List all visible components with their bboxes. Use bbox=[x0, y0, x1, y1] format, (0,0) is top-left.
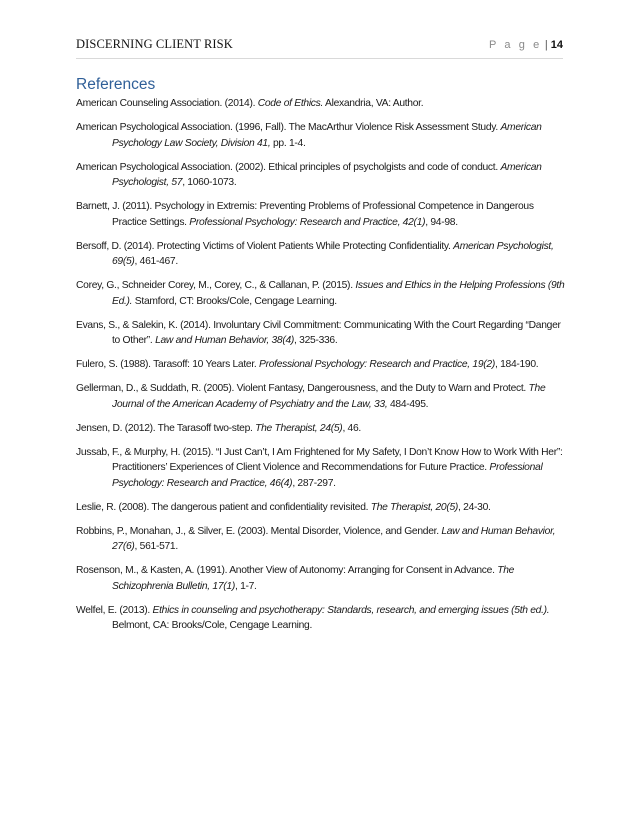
reference-entry bbox=[76, 421, 566, 437]
reference-source-italic: The Schizophrenia Bulletin, 17(1) bbox=[112, 565, 515, 592]
reference-text: , 287-297. bbox=[292, 477, 336, 489]
reference-text: , 461-467. bbox=[134, 256, 178, 267]
running-head-title: DISCERNING CLIENT RISK bbox=[76, 37, 233, 51]
reference-entry bbox=[76, 96, 566, 112]
reference-entry bbox=[76, 278, 566, 309]
reference-text: Stamford, CT: Brooks/Cole, Cengage Learning. bbox=[132, 295, 337, 307]
reference-text: Jensen, D. (2012). The Tarasoff two-step. bbox=[76, 422, 256, 434]
page-header bbox=[76, 37, 563, 59]
page-word: P a g e bbox=[489, 39, 542, 51]
reference-source-italic: Professional Psychology: Research and Practice, 46(4) bbox=[112, 462, 543, 489]
reference-text: , 325-336. bbox=[294, 335, 338, 346]
reference-text: 484-495. bbox=[387, 398, 429, 410]
reference-entry bbox=[76, 318, 566, 349]
reference-text: , 1060-1073. bbox=[182, 177, 237, 188]
reference-text: , 561-571. bbox=[134, 541, 178, 552]
reference-source-italic: Law and Human Behavior, 38(4) bbox=[155, 335, 295, 346]
reference-text: Corey, G., Schneider Corey, M., Corey, C., & Callanan, P. (2015). bbox=[76, 280, 356, 291]
reference-text: , 46. bbox=[342, 422, 361, 434]
reference-text: Fulero, S. (1988). Tarasoff: 10 Years Later. bbox=[76, 359, 260, 370]
reference-source-italic: Code of Ethics. bbox=[257, 98, 324, 109]
reference-source-italic: American Psychologist, 57 bbox=[112, 161, 542, 188]
reference-text: Evans, S., & Salekin, K. (2014). Involuntary Civil Commitment: Communicating With the Court Regarding “Danger to Other”. bbox=[76, 319, 561, 346]
reference-source-italic: American Psychologist, 69(5) bbox=[112, 240, 554, 267]
reference-text: Leslie, R. (2008). The dangerous patient and confidentiality revisited. bbox=[76, 501, 371, 513]
page-separator: | bbox=[544, 39, 548, 51]
reference-source-italic: American Psychology Law Society, Division 41, bbox=[112, 122, 542, 149]
reference-list bbox=[76, 96, 566, 642]
reference-entry bbox=[76, 445, 566, 492]
reference-source-italic: Issues and Ethics in the Helping Professions (9th Ed.). bbox=[112, 280, 565, 307]
reference-text: pp. 1-4. bbox=[270, 137, 306, 149]
reference-entry bbox=[76, 524, 566, 555]
reference-text: , 24-30. bbox=[458, 501, 491, 513]
reference-source-italic: Professional Psychology: Research and Practice, 42(1) bbox=[189, 216, 426, 228]
reference-entry bbox=[76, 239, 566, 270]
reference-entry bbox=[76, 603, 566, 634]
reference-text: Alexandria, VA: Author. bbox=[323, 98, 424, 109]
reference-text: Bersoff, D. (2014). Protecting Victims of Violent Patients While Protecting Confidentiality. bbox=[76, 240, 454, 252]
reference-source-italic: The Therapist, 20(5) bbox=[370, 501, 459, 513]
reference-entry bbox=[76, 500, 566, 516]
reference-entry bbox=[76, 160, 566, 191]
reference-text: Gellerman, D., & Suddath, R. (2005). Violent Fantasy, Dangerousness, and the Duty to Warn and Protect. bbox=[76, 383, 529, 394]
reference-entry bbox=[76, 120, 566, 151]
reference-entry bbox=[76, 199, 566, 230]
reference-entry bbox=[76, 563, 566, 594]
page-number: 14 bbox=[550, 39, 563, 51]
reference-text: , 1-7. bbox=[234, 580, 257, 592]
reference-text: , 184-190. bbox=[494, 359, 539, 370]
reference-text: American Counseling Association. (2014). bbox=[76, 98, 258, 109]
reference-source-italic: The Therapist, 24(5) bbox=[255, 422, 343, 434]
reference-text: American Psychological Association. (2002). Ethical principles of psycholgists and code of conduct. bbox=[76, 161, 501, 173]
reference-source-italic: Ethics in counseling and psychotherapy: Standards, research, and emerging issues (5th ed.). bbox=[152, 604, 550, 616]
reference-text: Belmont, CA: Brooks/Cole, Cengage Learning. bbox=[112, 620, 313, 631]
reference-source-italic: Law and Human Behavior, 27(6) bbox=[112, 525, 556, 552]
reference-text: Welfel, E. (2013). bbox=[76, 604, 153, 616]
references-heading: References bbox=[76, 76, 156, 93]
reference-text: Robbins, P., Monahan, J., & Silver, E. (2003). Mental Disorder, Violence, and Gender. bbox=[76, 525, 442, 537]
reference-entry bbox=[76, 357, 566, 373]
reference-text: Barnett, J. (2011). Psychology in Extremis: Preventing Problems of Professional Competence in Dangerous Practice Settings. bbox=[76, 201, 534, 228]
reference-text: Rosenson, M., & Kasten, A. (1991). Another View of Autonomy: Arranging for Consent in Advance. bbox=[76, 565, 498, 576]
reference-entry bbox=[76, 381, 566, 412]
page-number-label bbox=[489, 39, 563, 51]
reference-text: Jussab, F., & Murphy, H. (2015). “I Just Can’t, I Am Frightened for My Safety, I Don’t Know How to Work With Her”: Practitioners’ Experiences of Client Violence and Recommendations for Future Practice. bbox=[76, 446, 563, 473]
reference-text: American Psychological Association. (1996, Fall). The MacArthur Violence Risk Assessment Study. bbox=[76, 122, 501, 133]
reference-source-italic: The Journal of the American Academy of Psychiatry and the Law, 33, bbox=[112, 383, 546, 410]
reference-source-italic: Professional Psychology: Research and Practice, 19(2) bbox=[259, 359, 495, 370]
reference-text: , 94-98. bbox=[425, 216, 458, 228]
